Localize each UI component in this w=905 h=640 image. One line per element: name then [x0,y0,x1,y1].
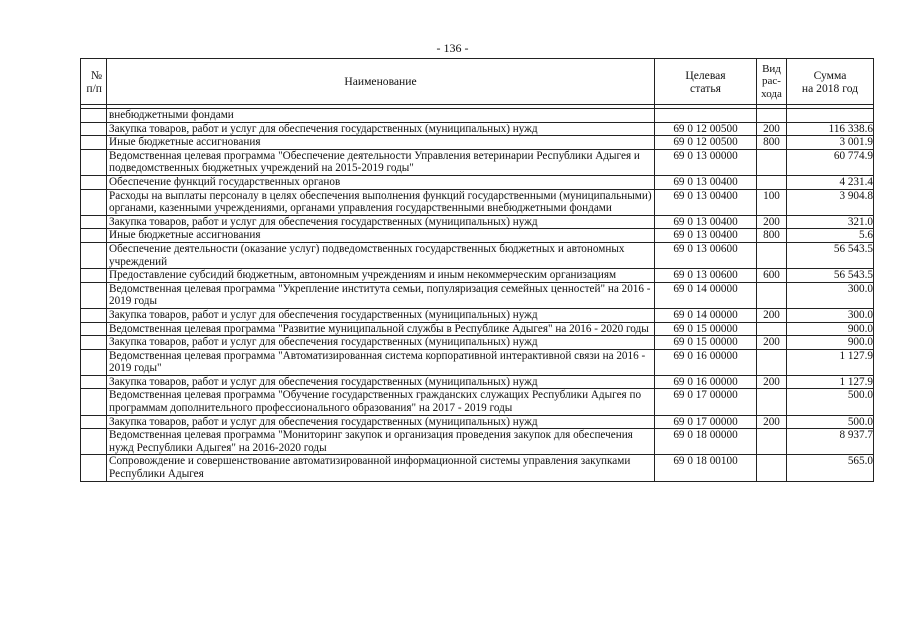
row-type-cell [757,429,787,455]
table-row [81,175,874,189]
table-row [81,308,874,322]
row-name-cell: Закупка товаров, работ и услуг для обеспечения государственных (муниципальных) нужд [107,215,655,229]
row-sum-cell: 3 904.8 [787,189,874,215]
row-sum-cell: 3 001.9 [787,136,874,150]
row-number-cell [81,136,107,150]
row-number-cell [81,455,107,481]
row-type-cell: 800 [757,136,787,150]
table-row [81,136,874,150]
row-name-cell: Расходы на выплаты персоналу в целях обеспечения выполнения функций государственными (муниципальными) органами, казенными учреждениями, органами управления государственными внебюджетными фондами [107,189,655,215]
row-number-cell [81,175,107,189]
row-code-cell: 69 0 13 00600 [655,242,757,268]
row-code-cell [655,109,757,123]
table-row [81,455,874,481]
row-name-cell: Закупка товаров, работ и услуг для обеспечения государственных (муниципальных) нужд [107,336,655,350]
row-code-cell: 69 0 16 00000 [655,375,757,389]
header-sum: Сумма на 2018 год [787,59,874,105]
row-type-cell: 600 [757,269,787,283]
table-row [81,375,874,389]
row-code-cell: 69 0 14 00000 [655,308,757,322]
table-row [81,282,874,308]
row-code-cell: 69 0 17 00000 [655,389,757,415]
table-row [81,269,874,283]
row-code-cell: 69 0 13 00400 [655,175,757,189]
row-code-cell: 69 0 13 00000 [655,149,757,175]
table-row [81,415,874,429]
row-name-cell: Обеспечение функций государственных органов [107,175,655,189]
row-name-cell: Закупка товаров, работ и услуг для обеспечения государственных (муниципальных) нужд [107,122,655,136]
row-code-cell: 69 0 15 00000 [655,336,757,350]
row-number-cell [81,215,107,229]
row-name-cell: Сопровождение и совершенствование автоматизированной информационной системы управления закупками Республики Адыгея [107,455,655,481]
row-name-cell: Обеспечение деятельности (оказание услуг) подведомственных государственных бюджетных и автономных учреждений [107,242,655,268]
row-type-cell [757,455,787,481]
row-sum-cell: 116 338.6 [787,122,874,136]
row-type-cell [757,389,787,415]
row-sum-cell: 60 774.9 [787,149,874,175]
table-row [81,349,874,375]
table-row [81,122,874,136]
row-number-cell [81,375,107,389]
row-code-cell: 69 0 13 00600 [655,269,757,283]
row-number-cell [81,389,107,415]
row-number-cell [81,229,107,243]
row-number-cell [81,322,107,336]
row-sum-cell: 5.6 [787,229,874,243]
table-row [81,229,874,243]
row-sum-cell: 321.0 [787,215,874,229]
table-row [81,215,874,229]
header-type: Вид рас- хода [757,59,787,105]
row-code-cell: 69 0 13 00400 [655,229,757,243]
row-code-cell: 69 0 17 00000 [655,415,757,429]
row-sum-cell: 900.0 [787,336,874,350]
row-sum-cell: 500.0 [787,415,874,429]
row-sum-cell: 300.0 [787,308,874,322]
table-row [81,336,874,350]
row-type-cell [757,175,787,189]
row-code-cell: 69 0 14 00000 [655,282,757,308]
row-type-cell [757,149,787,175]
row-name-cell: Закупка товаров, работ и услуг для обеспечения государственных (муниципальных) нужд [107,308,655,322]
table-row [81,322,874,336]
row-number-cell [81,415,107,429]
row-sum-cell [787,109,874,123]
row-code-cell: 69 0 15 00000 [655,322,757,336]
row-type-cell: 200 [757,375,787,389]
row-type-cell: 200 [757,415,787,429]
row-type-cell [757,242,787,268]
row-number-cell [81,429,107,455]
row-number-cell [81,336,107,350]
header-num: № п/п [81,59,107,105]
header-name: Наименование [107,59,655,105]
row-sum-cell: 1 127.9 [787,375,874,389]
row-sum-cell: 900.0 [787,322,874,336]
row-number-cell [81,282,107,308]
row-sum-cell: 4 231.4 [787,175,874,189]
row-code-cell: 69 0 12 00500 [655,122,757,136]
row-type-cell [757,322,787,336]
table-body [81,109,874,482]
row-code-cell: 69 0 12 00500 [655,136,757,150]
row-sum-cell: 56 543.5 [787,269,874,283]
row-name-cell: Закупка товаров, работ и услуг для обеспечения государственных (муниципальных) нужд [107,415,655,429]
row-number-cell [81,149,107,175]
row-name-cell: Иные бюджетные ассигнования [107,136,655,150]
table-row [81,429,874,455]
row-type-cell [757,109,787,123]
row-type-cell: 200 [757,215,787,229]
row-sum-cell: 300.0 [787,282,874,308]
row-name-cell: Ведомственная целевая программа "Укрепление института семьи, популяризация семейных ценностей" на 2016 - 2019 годы [107,282,655,308]
row-number-cell [81,109,107,123]
row-code-cell: 69 0 18 00000 [655,429,757,455]
row-number-cell [81,269,107,283]
row-name-cell: Ведомственная целевая программа "Автоматизированная система корпоративной интерактивной связи на 2016 - 2019 годы" [107,349,655,375]
row-name-cell: Ведомственная целевая программа "Развитие муниципальной службы в Республике Адыгея" на 2016 - 2020 годы [107,322,655,336]
row-type-cell [757,282,787,308]
row-code-cell: 69 0 13 00400 [655,189,757,215]
row-number-cell [81,122,107,136]
row-name-cell: внебюджетными фондами [107,109,655,123]
row-number-cell [81,189,107,215]
table-row [81,242,874,268]
row-sum-cell: 565.0 [787,455,874,481]
row-sum-cell: 8 937.7 [787,429,874,455]
header-code: Целевая статья [655,59,757,105]
budget-table [80,58,874,482]
table-row [81,189,874,215]
row-sum-cell: 56 543.5 [787,242,874,268]
row-type-cell: 200 [757,308,787,322]
row-name-cell: Закупка товаров, работ и услуг для обеспечения государственных (муниципальных) нужд [107,375,655,389]
row-name-cell: Ведомственная целевая программа "Мониторинг закупок и организация проведения закупок для обеспечения нужд Республики Адыгея" на 2016-2020 годы [107,429,655,455]
row-number-cell [81,349,107,375]
row-name-cell: Иные бюджетные ассигнования [107,229,655,243]
row-sum-cell: 1 127.9 [787,349,874,375]
table-row [81,389,874,415]
row-type-cell: 200 [757,336,787,350]
row-type-cell [757,349,787,375]
row-code-cell: 69 0 18 00100 [655,455,757,481]
row-code-cell: 69 0 16 00000 [655,349,757,375]
row-sum-cell: 500.0 [787,389,874,415]
table-header-row [81,59,874,105]
row-number-cell [81,242,107,268]
table-row [81,109,874,123]
table-row [81,149,874,175]
row-code-cell: 69 0 13 00400 [655,215,757,229]
row-number-cell [81,308,107,322]
row-name-cell: Ведомственная целевая программа "Обучение государственных гражданских служащих Республики Адыгея по программам дополнительного профессионального образования" на 2017 - 2019 годы [107,389,655,415]
row-type-cell: 200 [757,122,787,136]
row-name-cell: Предоставление субсидий бюджетным, автономным учреждениям и иным некоммерческим организациям [107,269,655,283]
row-name-cell: Ведомственная целевая программа "Обеспечение деятельности Управления ветеринарии Республики Адыгея и подведомственных бюджетных учреждений на 2015-2019 годы" [107,149,655,175]
page-number: - 136 - [436,41,469,55]
row-type-cell: 800 [757,229,787,243]
row-type-cell: 100 [757,189,787,215]
